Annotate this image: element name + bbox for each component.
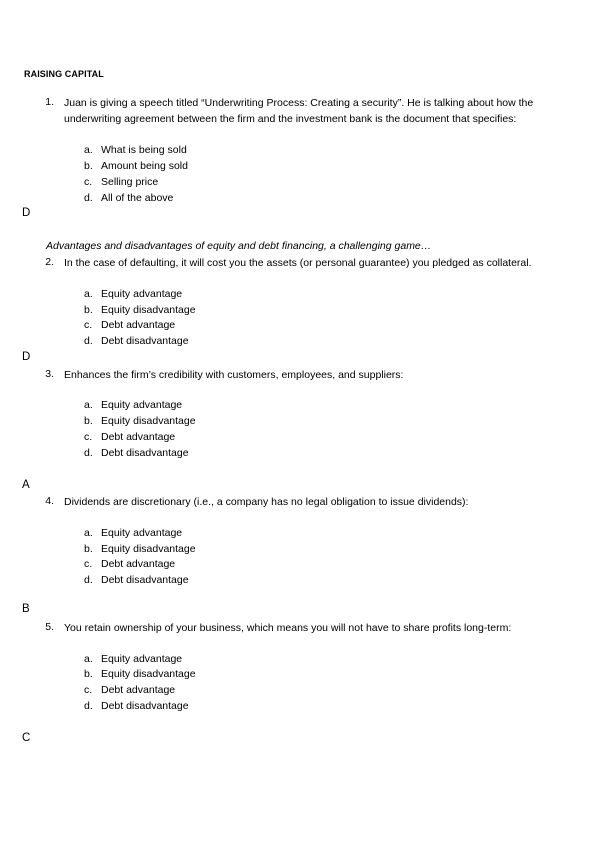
question-number: 1.	[45, 96, 54, 108]
option-text: Debt advantage	[101, 431, 176, 443]
option-letter: a.	[84, 399, 93, 411]
option-text: Equity disadvantage	[101, 543, 196, 555]
question-text: You retain ownership of your business, which means you will not have to share profits long-term:	[64, 622, 512, 634]
option-letter: b.	[84, 160, 93, 172]
question-number: 2.	[45, 256, 54, 268]
question-text: In the case of defaulting, it will cost you the assets (or personal guarantee) you pledged as collateral.	[64, 257, 532, 269]
option-text: Selling price	[101, 176, 159, 188]
question-number: 5.	[45, 621, 54, 633]
option-text: Debt disadvantage	[101, 700, 189, 712]
option-letter: a.	[84, 288, 93, 300]
option-text: Debt advantage	[101, 558, 176, 570]
option-letter: d.	[84, 574, 93, 586]
option-text: Debt disadvantage	[101, 574, 189, 586]
option-text: Equity advantage	[101, 399, 183, 411]
option-text: Equity advantage	[101, 288, 183, 300]
section-intro: Advantages and disadvantages of equity and debt financing, a challenging game…	[46, 240, 432, 252]
question-text: Enhances the firm’s credibility with customers, employees, and suppliers:	[64, 369, 404, 381]
option-text: Equity advantage	[101, 527, 183, 539]
option-text: Debt advantage	[101, 684, 176, 696]
option-letter: b.	[84, 415, 93, 427]
option-text: Debt disadvantage	[101, 447, 189, 459]
answer: D	[22, 351, 31, 363]
option-text: Equity advantage	[101, 653, 183, 665]
option-text: Equity disadvantage	[101, 304, 196, 316]
option-text: What is being sold	[101, 144, 187, 156]
answer: A	[22, 479, 30, 491]
option-letter: c.	[84, 176, 93, 188]
answer: B	[22, 603, 30, 615]
option-letter: a.	[84, 527, 93, 539]
option-letter: d.	[84, 335, 93, 347]
option-text: Equity disadvantage	[101, 415, 196, 427]
option-letter: d.	[84, 700, 93, 712]
question-number: 4.	[45, 495, 54, 507]
option-letter: b.	[84, 668, 93, 680]
option-letter: c.	[84, 558, 93, 570]
answer: D	[22, 207, 31, 219]
option-text: Debt disadvantage	[101, 335, 189, 347]
option-letter: a.	[84, 144, 93, 156]
option-text: Equity disadvantage	[101, 668, 196, 680]
option-text: Debt advantage	[101, 319, 176, 331]
question-text: Dividends are discretionary (i.e., a company has no legal obligation to issue dividends):	[64, 496, 469, 508]
page-title: RAISING CAPITAL	[24, 69, 104, 79]
option-letter: d.	[84, 447, 93, 459]
question-text: Juan is giving a speech titled “Underwriting Process: Creating a security”. He is talking about how the	[64, 97, 534, 109]
option-letter: b.	[84, 304, 93, 316]
answer: C	[22, 732, 31, 744]
option-letter: b.	[84, 543, 93, 555]
option-letter: c.	[84, 431, 93, 443]
option-letter: c.	[84, 319, 93, 331]
option-letter: c.	[84, 684, 93, 696]
option-text: All of the above	[101, 192, 174, 204]
option-letter: a.	[84, 653, 93, 665]
question-number: 3.	[45, 368, 54, 380]
question-text: underwriting agreement between the firm and the investment bank is the document that specifies:	[64, 113, 517, 125]
option-letter: d.	[84, 192, 93, 204]
option-text: Amount being sold	[101, 160, 188, 172]
